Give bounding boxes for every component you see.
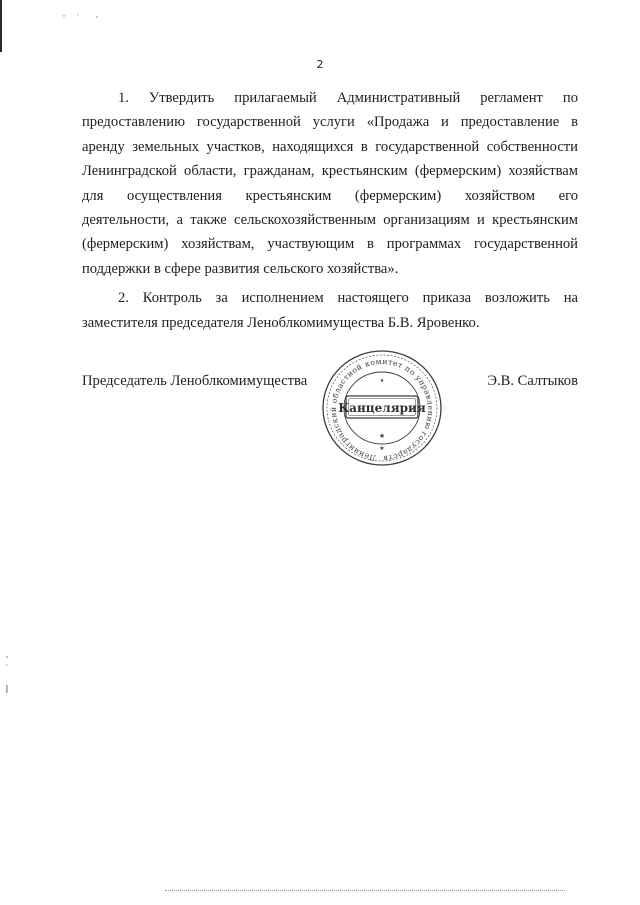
svg-text:★: ★ — [379, 378, 385, 384]
scan-edge-mark — [0, 0, 2, 52]
text-line: поддержки в сфере развития сельского хозяйства». — [82, 260, 399, 277]
paragraph-approve-regulation — [82, 86, 578, 281]
text-line: Ленинградской области, гражданам, крестьянским (фермерским) хозяйствам — [82, 163, 578, 180]
svg-text:★: ★ — [379, 445, 385, 452]
seal-ring-text: Ленинградский областной комитет по управлению государств — [328, 356, 436, 464]
signer-position: Председатель Леноблкомимущества — [82, 373, 308, 389]
svg-text:★: ★ — [378, 432, 386, 440]
page-number: 2 — [316, 58, 324, 71]
text-line: 1. Утвердить прилагаемый Административный регламент по — [118, 90, 578, 106]
text-line: 2. Контроль за исполнением настоящего приказа возложить на — [118, 290, 578, 307]
order-body — [82, 86, 578, 335]
scan-bottom-line — [165, 890, 565, 891]
signer-name: Э.В. Салтыков — [487, 373, 578, 389]
text-line: заместителя председателя Леноблкомимущества Б.В. Яровенко. — [82, 314, 480, 331]
text-line: аренду земельных участков, находящихся в государственной собственности — [82, 138, 578, 155]
paragraph-control-assignment — [82, 286, 578, 335]
text-line: предоставлению государственной услуги «Продажа и предоставление в — [82, 114, 578, 131]
seal-graphic — [308, 342, 456, 470]
scan-noise-side — [5, 655, 9, 695]
seal-star-icons — [379, 378, 385, 452]
text-line: деятельности, а также сельскохозяйственным организациям и крестьянским — [82, 212, 578, 229]
text-line: для осуществления крестьянским (фермерским) хозяйством его — [82, 187, 578, 204]
seal-center-text: Канцелярия — [338, 401, 426, 415]
scan-noise-dots — [62, 12, 102, 20]
office-seal-stamp — [308, 342, 456, 470]
text-line: (фермерским) хозяйствам, участвующим в программах государственной — [82, 236, 578, 253]
